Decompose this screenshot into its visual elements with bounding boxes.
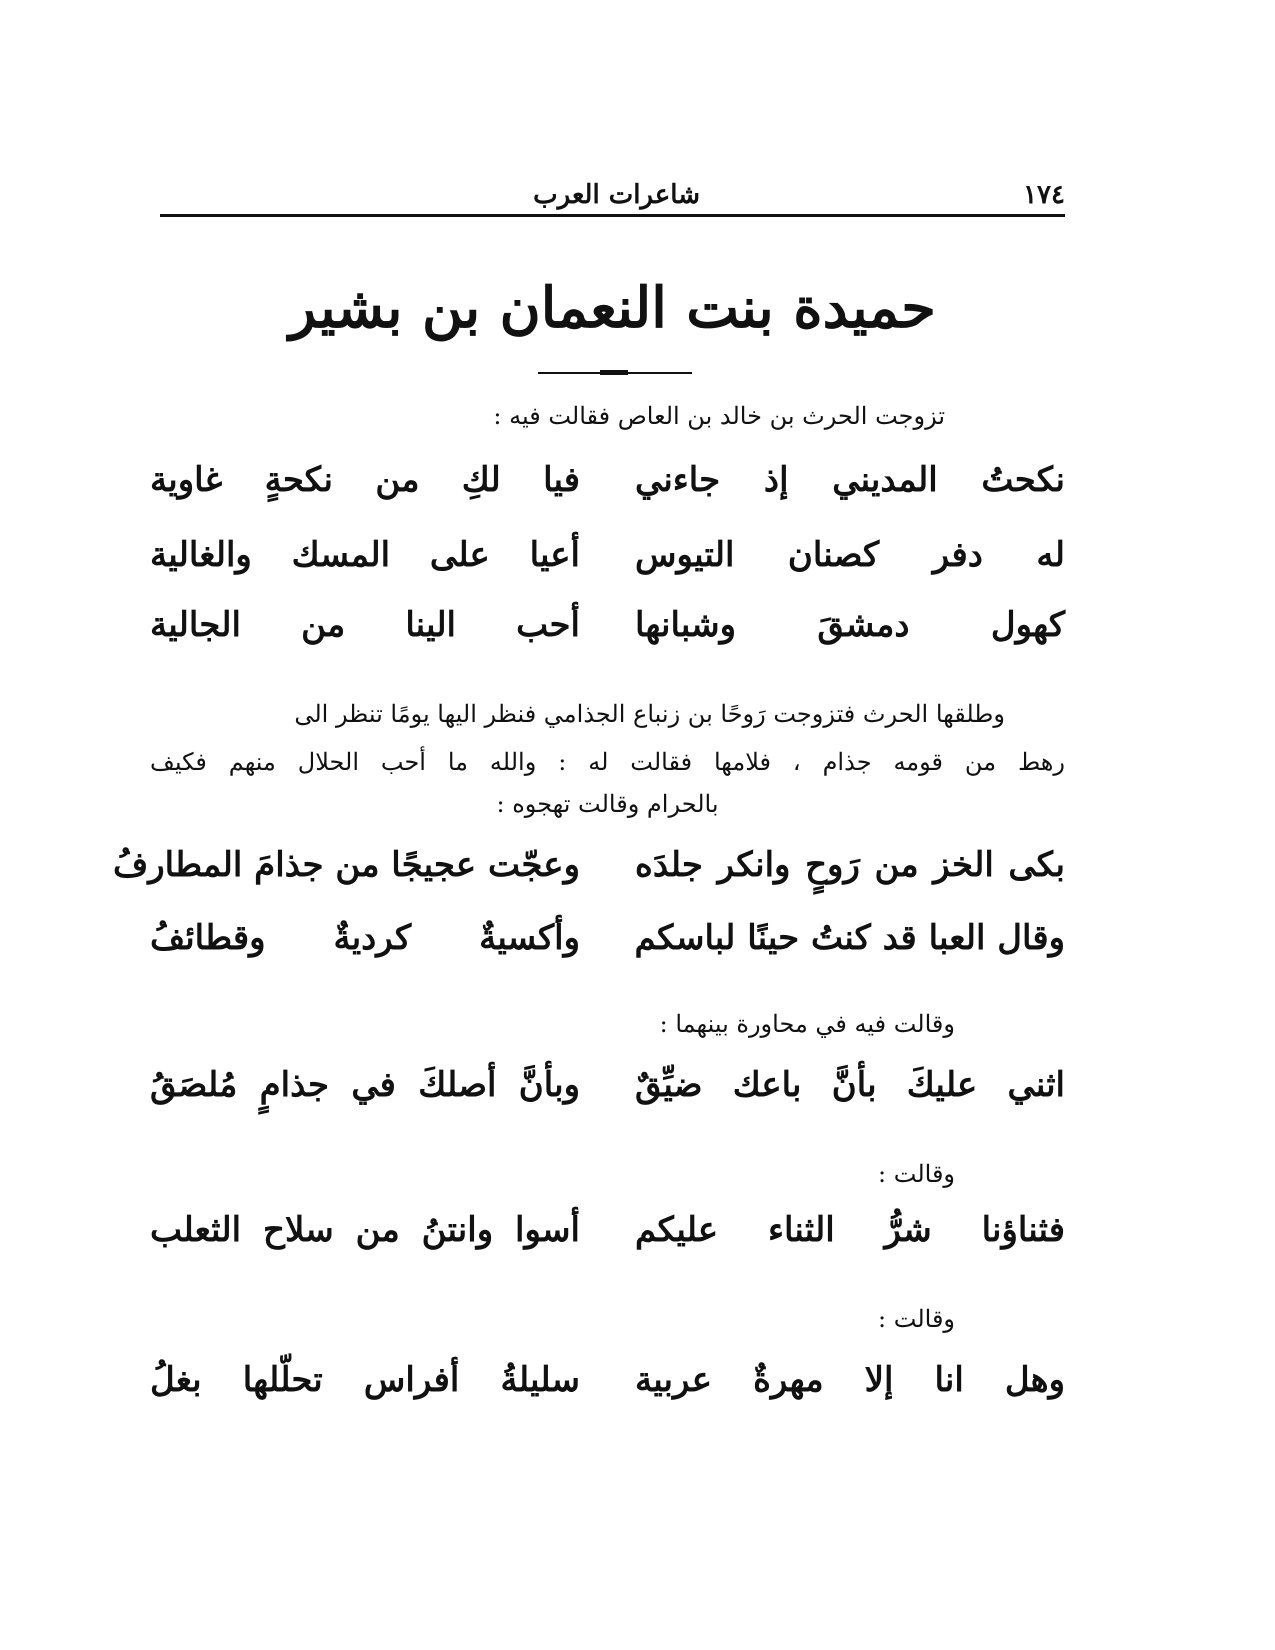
verse-line — [112, 845, 1065, 905]
verse-second-hemistich: وأكسيةٌ كرديةٌ وقطائفُ — [150, 918, 580, 958]
verse-first-hemistich: اثني عليكَ بأنَّ باعك ضيِّقٌ — [635, 1065, 1065, 1105]
section-intro: تزوجت الحرث بن خالد بن العاص فقالت فيه : — [493, 402, 945, 430]
verse-line — [150, 535, 1065, 595]
running-title: شاعرات العرب — [533, 180, 700, 210]
verse-line — [150, 1065, 1065, 1125]
verse-first-hemistich: وهل انا إلا مهرةٌ عربية — [635, 1360, 1065, 1400]
verse-second-hemistich: أحب الينا من الجالية — [150, 605, 580, 645]
page-number: ١٧٤ — [1023, 180, 1065, 210]
verse-line — [150, 1360, 1065, 1420]
verse-first-hemistich: نكحتُ المديني إذ جاءني — [635, 460, 1065, 500]
verse-second-hemistich: وعجّت عجيجًا من جذامَ المطارفُ — [112, 845, 580, 885]
chapter-title: حميدة بنت النعمان بن بشير — [289, 275, 936, 341]
verse-second-hemistich: سليلةُ أفراس تحلّلها بغلُ — [150, 1360, 580, 1400]
page-header — [160, 180, 1065, 216]
verse-first-hemistich: فثناؤنا شرُّ الثناء عليكم — [635, 1210, 1065, 1250]
title-ornament — [538, 372, 692, 374]
verse-line — [150, 918, 1065, 978]
verse-second-hemistich: أعيا على المسك والغالية — [150, 535, 580, 575]
verse-first-hemistich: بكى الخز من رَوحٍ وانكر جلدَه — [635, 845, 1065, 885]
header-rule — [160, 214, 1065, 217]
verse-first-hemistich: له دفر كصنان التيوس — [635, 535, 1065, 575]
section-intro: وقالت : — [878, 1160, 955, 1188]
prose-line: رهط من قومه جذام ، فلامها فقالت له : والله ما أحب الحلال منهم فكيف — [150, 748, 1065, 776]
verse-line — [150, 605, 1065, 665]
prose-line: وطلقها الحرث فتزوجت رَوحًا بن زنباع الجذامي فنظر اليها يومًا تنظر الى — [294, 700, 1005, 728]
verse-second-hemistich: فيا لكِ من نكحةٍ غاوية — [150, 460, 580, 500]
section-intro: وقالت : — [878, 1305, 955, 1333]
verse-line — [150, 460, 1065, 520]
verse-first-hemistich: وقال العبا قد كنتُ حينًا لباسكم — [634, 918, 1065, 958]
prose-line: بالحرام وقالت تهجوه : — [496, 790, 719, 818]
verse-second-hemistich: وبأنَّ أصلكَ في جذامٍ مُلصَقُ — [150, 1065, 580, 1105]
section-intro: وقالت فيه في محاورة بينهما : — [659, 1010, 955, 1038]
verse-first-hemistich: كهول دمشقَ وشبانها — [635, 605, 1065, 645]
verse-line — [150, 1210, 1065, 1270]
verse-second-hemistich: أسوا وانتنُ من سلاح الثعلب — [150, 1210, 580, 1250]
